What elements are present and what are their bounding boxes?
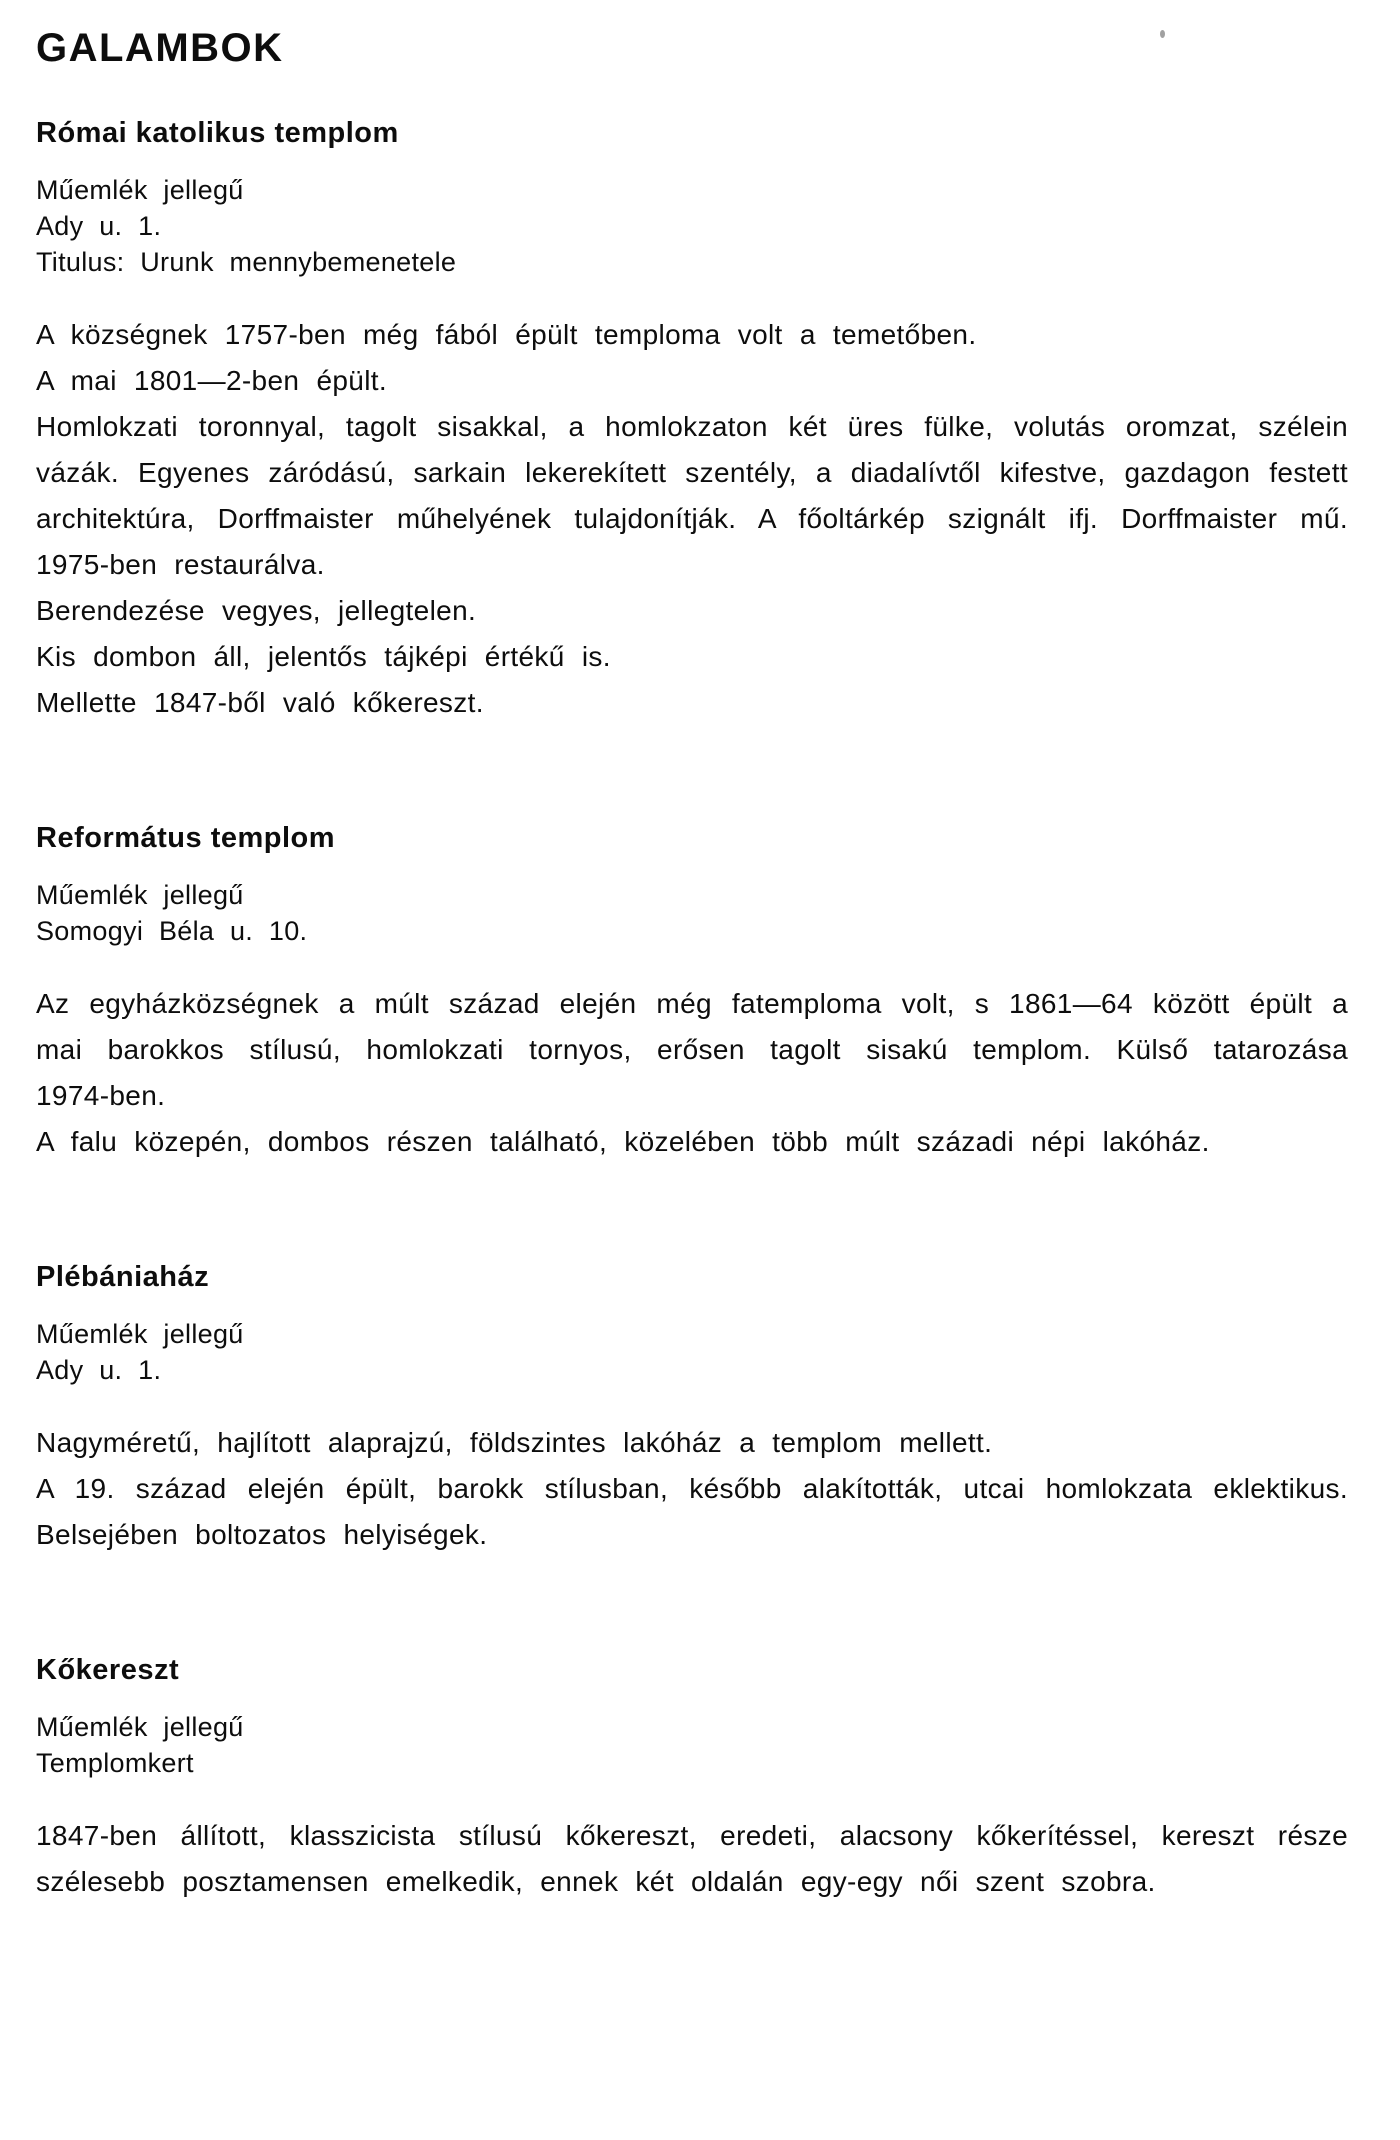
paragraph: Kis dombon áll, jelentős tájképi értékű is. [36, 641, 611, 672]
paragraph: 1847-ben állított, klasszicista stílusú kőkereszt, eredeti, alacsony kőkerítéssel, kereszt része szélesebb posztamensen emelkedik, ennek két oldalán egy-egy női szent szobra. [36, 1820, 1348, 1897]
paragraph: A 19. század elején épült, barokk stílusban, később alakították, utcai homlokzata eklektikus. Belsejében boltozatos helyiségek. [36, 1473, 1348, 1550]
meta-line-protection: Műemlék jellegű [36, 1712, 244, 1742]
section-plebaniahaz [36, 1261, 1348, 1558]
paragraph: Az egyházközségnek a múlt század elején még fatemploma volt, s 1861—64 között épült a mai barokkos stílusú, homlokzati tornyos, erősen tagolt sisakú templom. Külső tatarozása 1974-ben. [36, 988, 1348, 1111]
meta-line-titulus: Titulus: Urunk mennybemenetele [36, 247, 457, 277]
meta-line-address: Ady u. 1. [36, 1355, 162, 1385]
section-title-romai-katolikus-templom: Római katolikus templom [36, 117, 399, 149]
section-body [36, 1420, 1348, 1558]
section-body [36, 1813, 1348, 1905]
section-reformatus-templom [36, 822, 1348, 1165]
section-body [36, 981, 1348, 1165]
paragraph: Nagyméretű, hajlított alaprajzú, földszintes lakóház a templom mellett. [36, 1427, 993, 1458]
section-kokereszt [36, 1654, 1348, 1905]
section-title-kokereszt: Kőkereszt [36, 1654, 180, 1686]
monument-meta [36, 172, 1348, 280]
paragraph: A mai 1801—2-ben épült. [36, 365, 388, 396]
meta-line-address: Ady u. 1. [36, 211, 162, 241]
paragraph: Mellette 1847-ből való kőkereszt. [36, 687, 484, 718]
meta-line-address: Somogyi Béla u. 10. [36, 916, 308, 946]
paragraph: Homlokzati toronnyal, tagolt sisakkal, a homlokzaton két üres fülke, volutás oromzat, szélein vázák. Egyenes záródású, sarkain lekerekített szentély, a diadalívtől kifestve, gazdagon festett architektúra, Dorffmaister műhelyének tulajdonítják. A főoltárkép szignált ifj. Dorffmaister mű. 1975-ben restaurálva. [36, 411, 1348, 580]
page-title: GALAMBOK [36, 26, 284, 70]
section-body [36, 312, 1348, 726]
scan-artifact [1160, 30, 1165, 38]
meta-line-protection: Műemlék jellegű [36, 175, 244, 205]
paragraph: A községnek 1757-ben még fából épült temploma volt a temetőben. [36, 319, 977, 350]
paragraph: A falu közepén, dombos részen található, közelében több múlt századi népi lakóház. [36, 1126, 1210, 1157]
section-title-reformatus-templom: Református templom [36, 822, 336, 854]
monument-meta [36, 877, 1348, 949]
meta-line-location: Templomkert [36, 1748, 194, 1778]
monument-meta [36, 1709, 1348, 1781]
monument-meta [36, 1316, 1348, 1388]
paragraph: Berendezése vegyes, jellegtelen. [36, 595, 477, 626]
meta-line-protection: Műemlék jellegű [36, 1319, 244, 1349]
section-romai-katolikus-templom [36, 117, 1348, 726]
meta-line-protection: Műemlék jellegű [36, 880, 244, 910]
section-title-plebaniahaz: Plébániaház [36, 1261, 210, 1293]
